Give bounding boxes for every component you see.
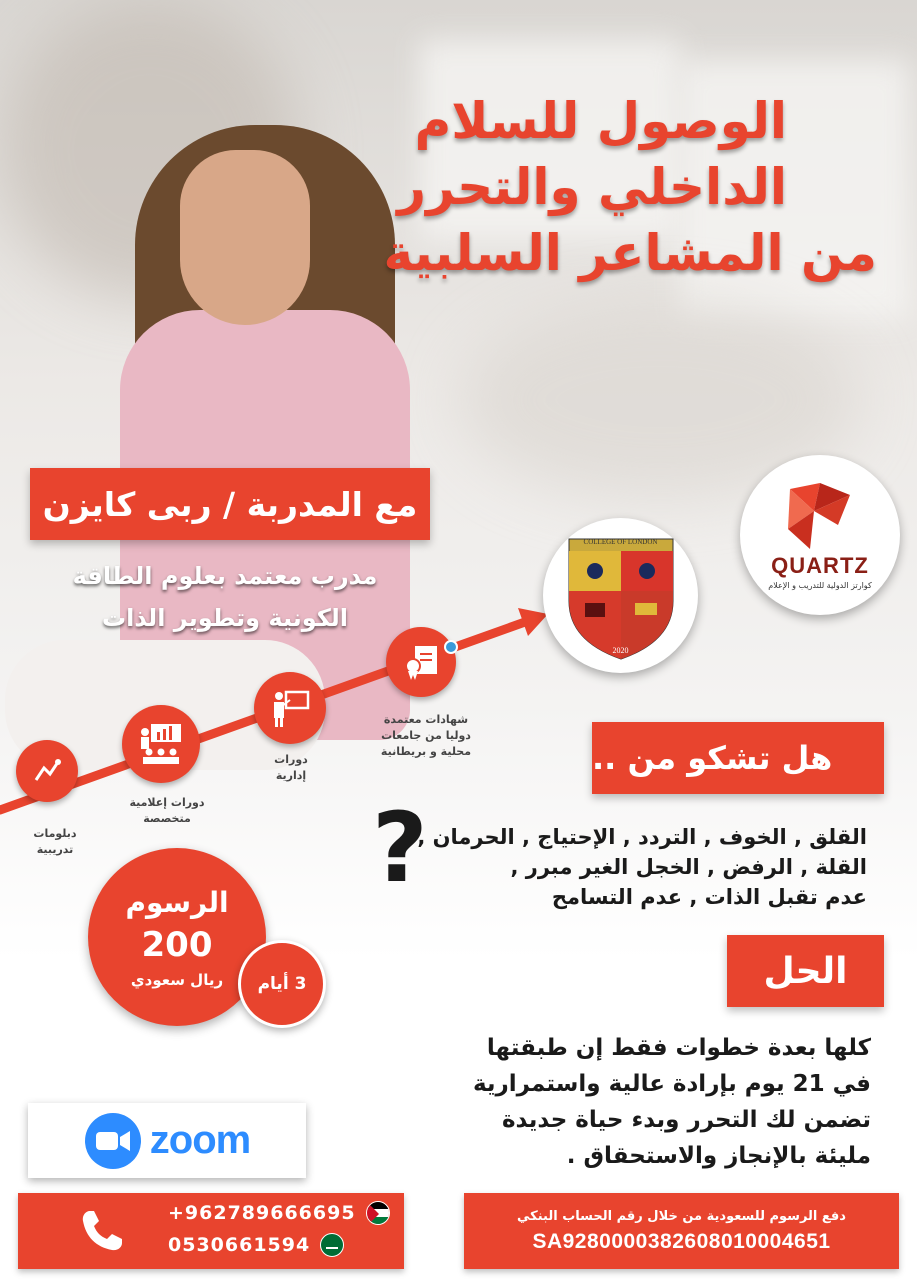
phone-jordan[interactable]: +962789666695	[168, 1202, 356, 1224]
fees-amount: 200	[141, 924, 213, 965]
problems-line-3: عدم تقبل الذات , عدم التسامح	[551, 885, 867, 909]
trainer-board-icon	[268, 686, 312, 730]
certificate-icon	[401, 642, 441, 682]
title-line-3: من المشاعر السلبية	[383, 224, 877, 282]
bank-bar	[464, 1193, 899, 1269]
diploma-icon	[30, 754, 64, 788]
trainer-desc-line-1: مدرب معتمد بعلوم الطاقة	[72, 562, 378, 590]
college-shield-icon	[565, 531, 677, 661]
trainer-description	[40, 555, 410, 639]
jordan-flag-icon	[366, 1201, 390, 1225]
fees-title: الرسوم	[125, 885, 229, 919]
saudi-flag-icon	[320, 1233, 344, 1257]
zoom-wordmark: zoom	[149, 1118, 251, 1162]
contact-row-saudi	[168, 1233, 344, 1257]
fees-currency: ريال سعودي	[130, 970, 224, 989]
college-year: 2020	[612, 646, 629, 655]
solution-line-3: تضمن لك التحرر وبدء حياة جديدة	[501, 1107, 871, 1133]
solution-heading: الحل	[763, 950, 848, 992]
question-mark-icon: ?	[372, 792, 428, 904]
quartz-subtitle: كوارتز الدولية للتدريب و الإعلام	[768, 580, 872, 590]
trainer-desc-line-2: الكونية وتطوير الذات	[101, 604, 349, 632]
solution-line-2: في 21 يوم بإرادة عالية واستمرارية	[472, 1071, 871, 1097]
step-admin-courses-label: دورات إدارية	[274, 753, 308, 782]
title-line-2: الداخلي والتحرر	[397, 158, 787, 216]
problems-list	[387, 822, 867, 912]
bank-label: دفع الرسوم للسعودية من خلال رقم الحساب البنكي	[517, 1208, 846, 1224]
duration-days: 3 أيام	[257, 974, 307, 994]
question-banner	[592, 722, 884, 794]
zoom-logo	[28, 1103, 306, 1178]
step-media-courses-label: دورات إعلامية متخصصة	[129, 796, 205, 825]
duration-badge	[238, 940, 326, 1028]
bank-iban[interactable]: SA9280000382608010004651	[532, 1229, 831, 1253]
phone-icon	[78, 1207, 126, 1255]
zoom-camera-icon	[84, 1112, 142, 1170]
quartz-logo	[740, 455, 900, 615]
problems-line-2: القلة , الرفض , الخجل الغير مبرر ,	[510, 855, 867, 879]
trainer-name: مع المدربة / ربى كايزن	[42, 484, 418, 524]
contact-row-jordan	[168, 1201, 390, 1225]
solution-line-1: كلها بعدة خطوات فقط إن طبقتها	[486, 1035, 871, 1061]
step-certificates	[386, 627, 456, 697]
fees-badge	[88, 848, 266, 1026]
title-line-1: الوصول للسلام	[414, 92, 787, 150]
step-certificates-label: شهادات معتمدة دوليا من جامعات محلية و بريطانية	[380, 713, 472, 758]
solution-line-4: مليئة بالإنجاز والاستحقاق .	[566, 1143, 871, 1169]
problems-line-1: القلق , الخوف , التردد , الإحتياج , الحرمان ,	[417, 825, 867, 849]
solution-banner	[727, 935, 884, 1007]
step-admin-courses	[254, 672, 326, 744]
step-media-courses	[122, 705, 200, 783]
trainer-name-banner	[30, 468, 430, 540]
page-title	[317, 88, 877, 286]
presentation-icon	[137, 722, 185, 766]
quartz-name: QUARTZ	[771, 552, 869, 578]
certificate-badge-dot	[444, 640, 458, 654]
college-name: COLLEGE OF LONDON	[583, 538, 658, 546]
solution-text	[431, 1030, 871, 1174]
phone-saudi[interactable]: 0530661594	[168, 1234, 311, 1256]
quartz-crystal-icon	[780, 481, 860, 553]
contact-bar	[18, 1193, 404, 1269]
step-diplomas	[16, 740, 78, 802]
college-of-london-logo	[543, 518, 698, 673]
step-diplomas-label: دبلومات تدريبية	[33, 827, 77, 856]
question-heading: هل تشكو من ..	[592, 739, 833, 777]
